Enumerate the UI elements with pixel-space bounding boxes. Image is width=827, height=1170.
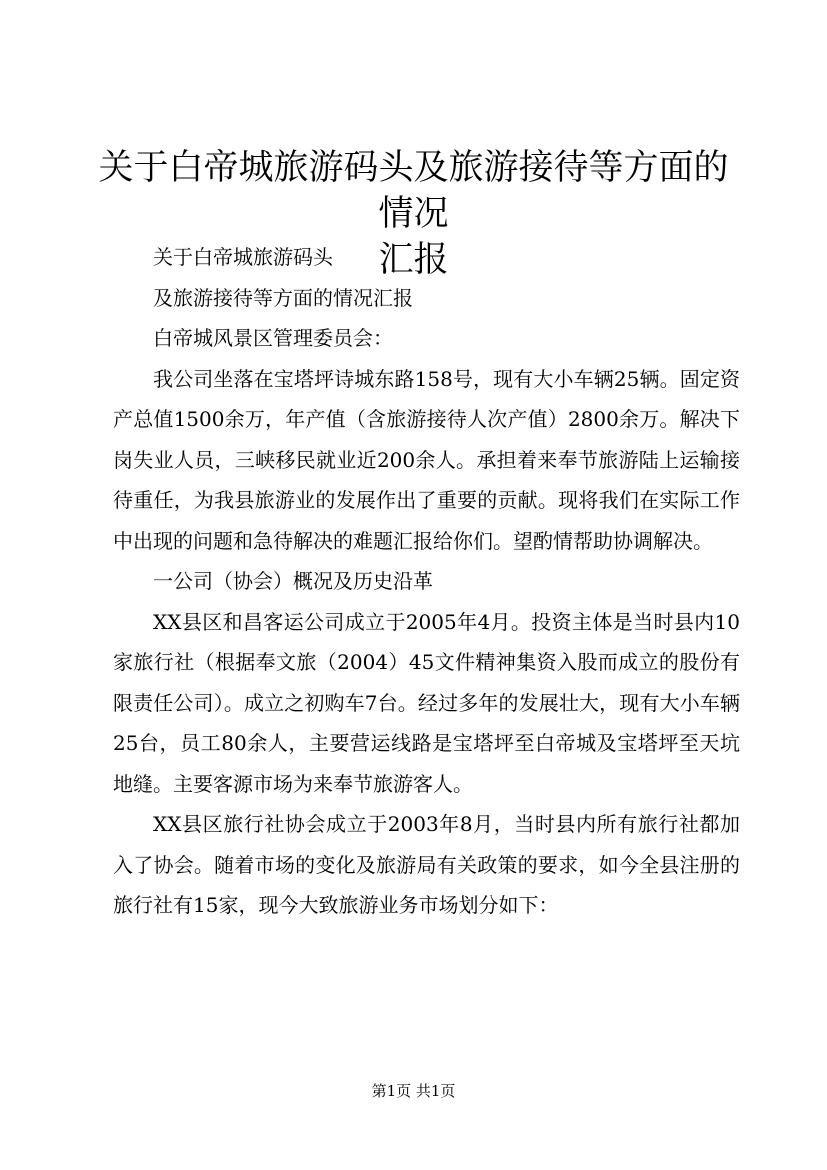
paragraph-intro: 我公司坐落在宝塔坪诗城东路158号，现有大小车辆25辆。固定资产总值1500余万，年产值（含旅游接待人次产值）2800余万。解决下岗失业人员，三峡移民就业近200余人。承担着来奉节旅游陆上运输接待重任，为我县旅游业的发展作出了重要的贡献。现将我们在实际工作中出现的问题和急待解决的难题汇报给你们。望酌情帮助协调解决。	[113, 366, 740, 553]
paragraph-company-history: XX县区和昌客运公司成立于2005年4月。投资主体是当时县内10家旅行社（根据奉文旅（2004）45文件精神集资入股而成立的股份有限责任公司）。成立之初购车7台。经过多年的发展壮大，现有大小车辆25台，员工80余人，主要营运线路是宝塔坪至白帝城及宝塔坪至天坑地缝。主要客源市场为来奉节旅游客人。	[113, 609, 740, 796]
paragraph-association: XX县区旅行社协会成立于2003年8月，当时县内所有旅行社都加入了协会。随着市场的变化及旅游局有关政策的要求，如今全县注册的旅行社有15家，现今大致旅游业务市场划分如下：	[113, 812, 740, 917]
title-line-2: 汇报	[378, 240, 449, 280]
paragraph-subtitle-1: 关于白帝城旅游码头	[153, 245, 333, 269]
paragraph-addressee: 白帝城风景区管理委员会：	[153, 326, 393, 350]
document-body	[113, 237, 740, 926]
title-line-1: 关于白帝城旅游码头及旅游接待等方面的情况	[98, 148, 729, 234]
section-heading-overview: 一公司（协会）概况及历史沿革	[153, 569, 433, 593]
paragraph-subtitle-2: 及旅游接待等方面的情况汇报	[153, 285, 413, 310]
page-footer: 第1页 共1页	[371, 1082, 456, 1100]
